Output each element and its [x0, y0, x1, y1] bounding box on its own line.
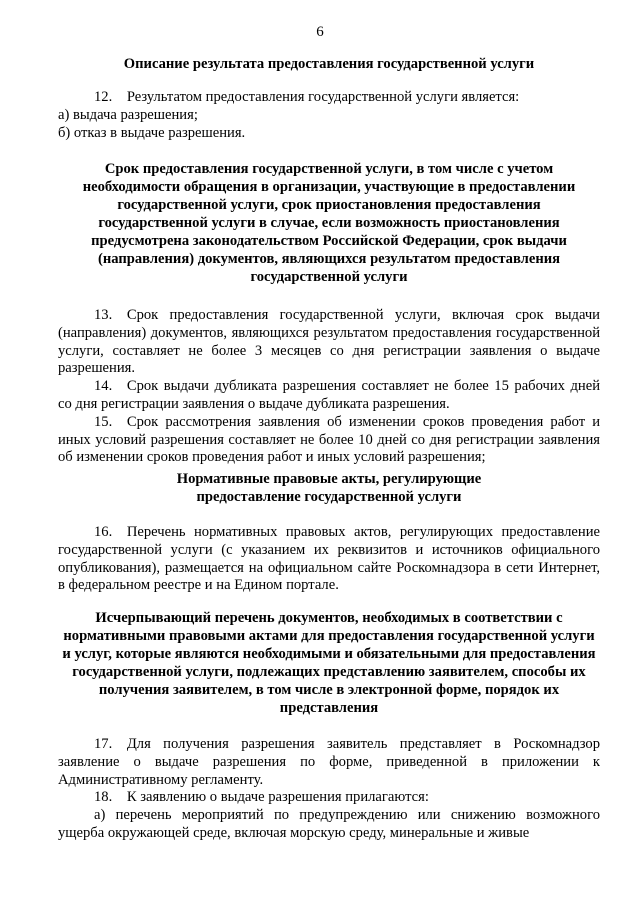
- paragraph-16: 16. Перечень нормативных правовых актов, регулирующих предоставление государственной услуги (с указанием их реквизитов и источников официального опубликования), размещается на официальном сайте Роскомнадзора в сети Интернет, в федеральном реестре и на Едином портале.: [58, 524, 600, 594]
- list-item-b: б) отказ в выдаче разрешения.: [58, 124, 246, 141]
- list-item-a: а) выдача разрешения;: [58, 106, 198, 123]
- section-term: [58, 160, 600, 467]
- paragraph-12: 12. Результатом предоставления государственной услуги является:: [94, 89, 520, 105]
- section-heading: Нормативные правовые акты, регулирующие предоставление государственной услуги: [176, 471, 482, 505]
- paragraph-18: 18. К заявлению о выдаче разрешения прилагаются:: [94, 789, 429, 806]
- section-heading: Описание результата предоставления государственной услуги: [123, 56, 535, 72]
- paragraph-17: 17. Для получения разрешения заявитель представляет в Роскомнадзор заявление о выдаче разрешения по форме, приведенной в приложении к Административному регламенту.: [58, 736, 600, 788]
- section-heading: Срок предоставления государственной услуги, в том числе с учетом необходимости обращения в организации, участвующие в предоставлении государственной услуги, срок приостановления предоставления государственной услуги в случае, если возможность приостановления предусмотрена законодательством Российской Федерации, срок выдачи (направления) документов, являющихся результатом предоставления государственной услуги: [82, 161, 576, 285]
- section-result: [58, 55, 600, 142]
- section-heading: Исчерпывающий перечень документов, необходимых в соответствии с нормативными правовыми актами для предоставления государственной услуги и услуг, которые являются необходимыми и обязательными для предоставления государственной услуги, подлежащих представлению заявителем, способы их получения заявителем, в том числе в электронной форме, порядок их представления: [62, 610, 596, 716]
- page-number: 6: [316, 24, 324, 40]
- list-item-a: а) перечень мероприятий по предупреждению или снижению возможного ущерба окружающей среде, включая морскую среду, минеральные и живые: [58, 807, 600, 841]
- paragraph-14: 14. Срок выдачи дубликата разрешения составляет не более 15 рабочих дней со дня регистрации заявления о выдаче дубликата разрешения.: [58, 378, 600, 412]
- paragraph-13: 13. Срок предоставления государственной услуги, включая срок выдачи (направления) документов, являющихся результатом предоставления государственной услуги, составляет не более 3 месяцев со дня регистрации заявления о выдаче разрешения.: [58, 307, 600, 377]
- section-legal-acts: [58, 470, 600, 595]
- paragraph-15: 15. Срок рассмотрения заявления об изменении сроков проведения работ и иных условий разрешения составляет не более 10 дней со дня регистрации заявления об изменении сроков проведения работ и иных условий разрешения;: [58, 413, 600, 466]
- section-documents: [58, 609, 600, 843]
